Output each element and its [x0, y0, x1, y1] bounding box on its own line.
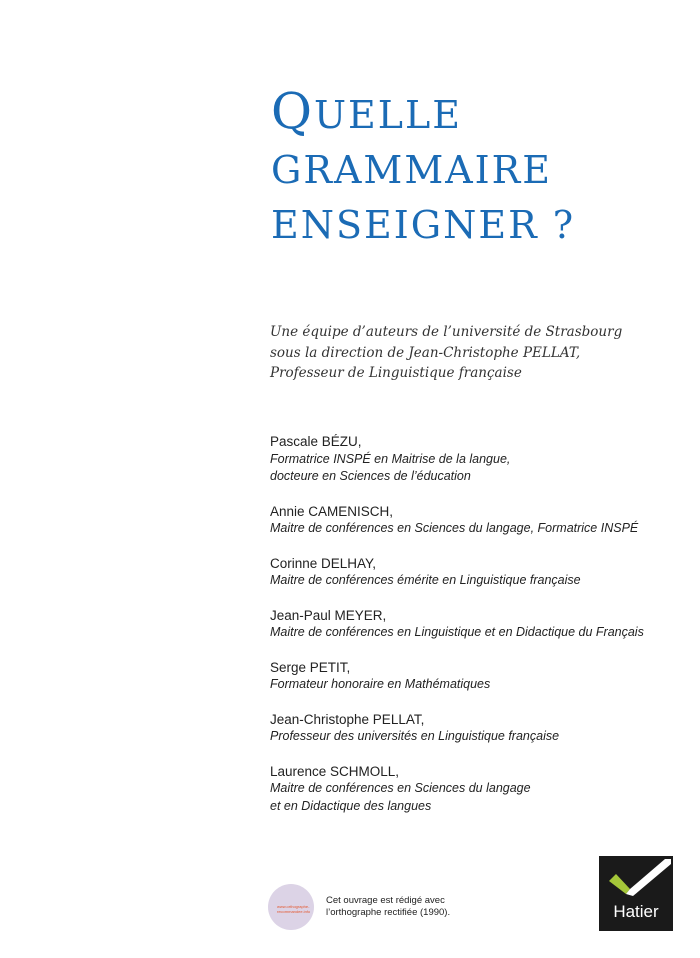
- author-name: Jean-Christophe PELLAT,: [270, 711, 425, 727]
- author-name: Jean-Paul MEYER,: [270, 607, 387, 623]
- author-role: Maitre de conférences en Sciences du langage: [270, 781, 531, 795]
- author-entry: [270, 555, 644, 590]
- publisher-name: Hatier: [613, 902, 659, 921]
- orthography-note: [268, 884, 450, 930]
- subtitle-line: sous la direction de Jean-Christophe PELLAT,: [270, 344, 581, 361]
- author-name: Laurence SCHMOLL,: [270, 763, 400, 779]
- subtitle: [270, 322, 622, 384]
- author-entry: [270, 503, 644, 538]
- author-role: et en Didactique des langues: [270, 798, 432, 813]
- author-role: Formatrice INSPÉ en Maitrise de la langue,: [270, 451, 511, 466]
- author-role: Maitre de conférences émérite en Linguistique française: [270, 573, 581, 587]
- subtitle-line: Professeur de Linguistique française: [270, 365, 522, 381]
- author-entry: [270, 607, 644, 642]
- author-name: Pascale BÉZU,: [270, 434, 362, 449]
- author-role: Professeur des universités en Linguistique française: [270, 729, 560, 743]
- title-line-1: UELLE: [314, 93, 462, 137]
- checkmark-icon: [599, 856, 673, 906]
- author-list: [270, 433, 644, 832]
- author-role: Formateur honoraire en Mathématiques: [270, 677, 491, 691]
- hatier-logo: [599, 856, 673, 931]
- author-name: Annie CAMENISCH,: [270, 503, 394, 519]
- author-name: Serge PETIT,: [270, 659, 351, 675]
- seal-text: www.orthographe-recommandee.info: [277, 904, 311, 914]
- author-role: Maitre de conférences en Sciences du langage, Formatrice INSPÉ: [270, 521, 639, 535]
- author-entry: [270, 659, 644, 694]
- subtitle-line: Une équipe d’auteurs de l’université de Strasbourg: [270, 324, 623, 340]
- note-line: Cet ouvrage est rédigé avec: [326, 895, 445, 906]
- title-line-3: ENSEIGNER ?: [271, 203, 576, 247]
- author-role: docteure en Sciences de l’éducation: [270, 469, 471, 483]
- author-name: Corinne DELHAY,: [270, 555, 377, 571]
- author-entry: [270, 433, 644, 486]
- orthography-seal-icon: [268, 884, 314, 930]
- author-role: Maitre de conférences en Linguistique et en Didactique du Français: [270, 625, 644, 639]
- title-line-2: GRAMMAIRE: [271, 148, 553, 192]
- author-entry: [270, 763, 644, 816]
- note-line: l’orthographe rectifiée (1990).: [326, 907, 451, 918]
- book-title: [271, 84, 575, 253]
- title-initial: Q: [271, 82, 314, 140]
- author-entry: [270, 711, 644, 746]
